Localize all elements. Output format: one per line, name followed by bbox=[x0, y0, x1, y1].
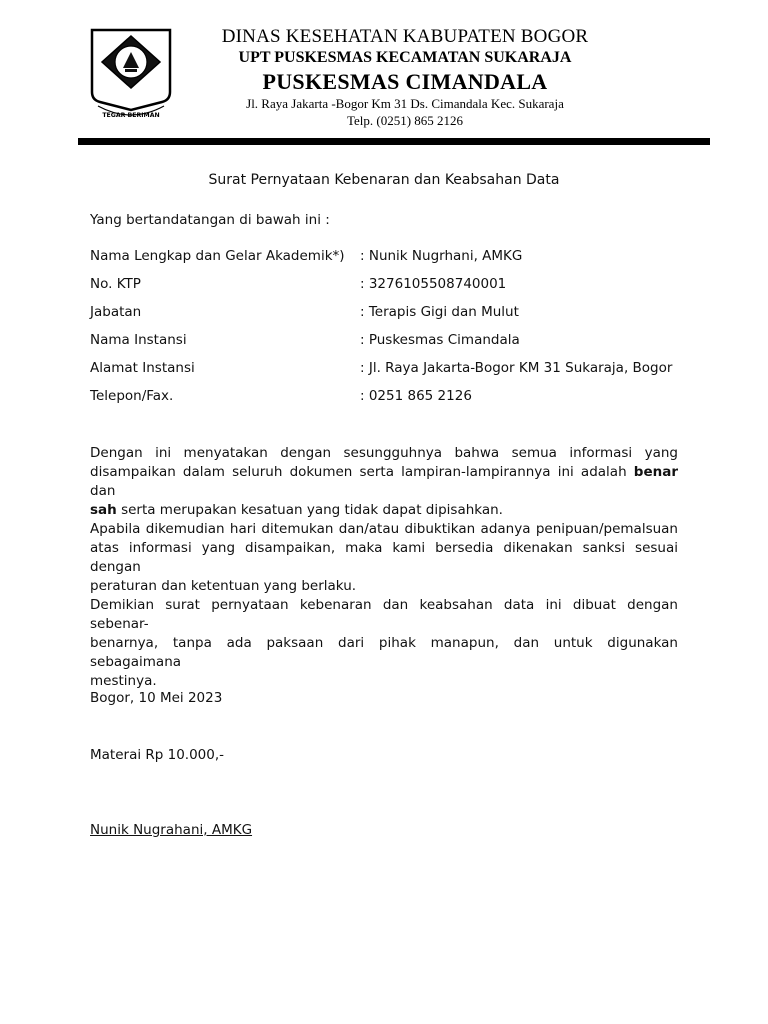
sanction-line: peraturan dan ketentuan yang berlaku. bbox=[90, 578, 357, 594]
field-value-position: : Terapis Gigi dan Mulut bbox=[360, 304, 519, 320]
emphasis-sah: sah bbox=[90, 502, 117, 518]
closing-line: Demikian surat pernyataan kebenaran dan keabsahan data ini dibuat dengan sebenar- bbox=[90, 597, 678, 632]
document-title: Surat Pernyataan Kebenaran dan Keabsahan Data bbox=[208, 172, 560, 188]
place-date: Bogor, 10 Mei 2023 bbox=[90, 690, 223, 706]
letterhead-agency: DINAS KESEHATAN KABUPATEN BOGOR bbox=[221, 26, 589, 47]
letterhead-unit: UPT PUSKESMAS KECAMATAN SUKARAJA bbox=[238, 49, 572, 66]
field-label-full-name: Nama Lengkap dan Gelar Akademik*) bbox=[90, 248, 345, 264]
letterhead-address: Jl. Raya Jakarta -Bogor Km 31 Ds. Cimandala Kec. Sukaraja bbox=[246, 96, 564, 111]
field-value-ktp: : 3276105508740001 bbox=[360, 276, 507, 292]
field-value-full-name: : Nunik Nugrhani, AMKG bbox=[360, 248, 523, 264]
statement-line: Dengan ini menyatakan dengan sesungguhnya bahwa semua informasi yang bbox=[90, 445, 678, 461]
field-value-phone: : 0251 865 2126 bbox=[360, 388, 472, 404]
closing-line: benarnya, tanpa ada paksaan dari pihak manapun, dan untuk digunakan sebagaimana bbox=[90, 635, 678, 670]
statement-text: dan bbox=[90, 483, 116, 499]
statement-line bbox=[90, 463, 678, 501]
statement-text: disampaikan dalam seluruh dokumen serta lampiran-lampirannya ini adalah bbox=[90, 464, 627, 480]
sanction-paragraph bbox=[90, 520, 678, 596]
sanction-line: atas informasi yang disampaikan, maka kami bersedia dikenakan sanksi sesuai dengan bbox=[90, 540, 678, 575]
closing-line: mestinya. bbox=[90, 673, 157, 689]
logo-motto: TEGAR BERIMAN bbox=[102, 112, 160, 119]
sanction-line: Apabila dikemudian hari ditemukan dan/atau dibuktikan adanya penipuan/pemalsuan bbox=[90, 521, 678, 537]
field-label-institution: Nama Instansi bbox=[90, 332, 187, 348]
letterhead-phone: Telp. (0251) 865 2126 bbox=[346, 113, 464, 128]
stamp-duty-note: Materai Rp 10.000,- bbox=[90, 747, 225, 763]
field-value-address: : Jl. Raya Jakarta-Bogor KM 31 Sukaraja, Bogor bbox=[360, 360, 673, 376]
field-label-ktp: No. KTP bbox=[90, 276, 141, 292]
field-label-phone: Telepon/Fax. bbox=[90, 388, 174, 404]
kabupaten-bogor-emblem-icon bbox=[90, 28, 172, 124]
closing-paragraph bbox=[90, 596, 678, 691]
field-label-address: Alamat Instansi bbox=[90, 360, 195, 376]
letterhead-divider bbox=[78, 138, 710, 145]
emphasis-benar: benar bbox=[633, 464, 678, 480]
statement-paragraph bbox=[90, 444, 678, 520]
letterhead-name: PUSKESMAS CIMANDALA bbox=[262, 69, 548, 94]
field-value-institution: : Puskesmas Cimandala bbox=[360, 332, 520, 348]
statement-line bbox=[90, 501, 678, 520]
intro-text: Yang bertandatangan di bawah ini : bbox=[90, 212, 330, 228]
signer-name: Nunik Nugrahani, AMKG bbox=[90, 822, 253, 838]
field-label-position: Jabatan bbox=[90, 304, 142, 320]
statement-text: serta merupakan kesatuan yang tidak dapat dipisahkan. bbox=[121, 502, 503, 518]
